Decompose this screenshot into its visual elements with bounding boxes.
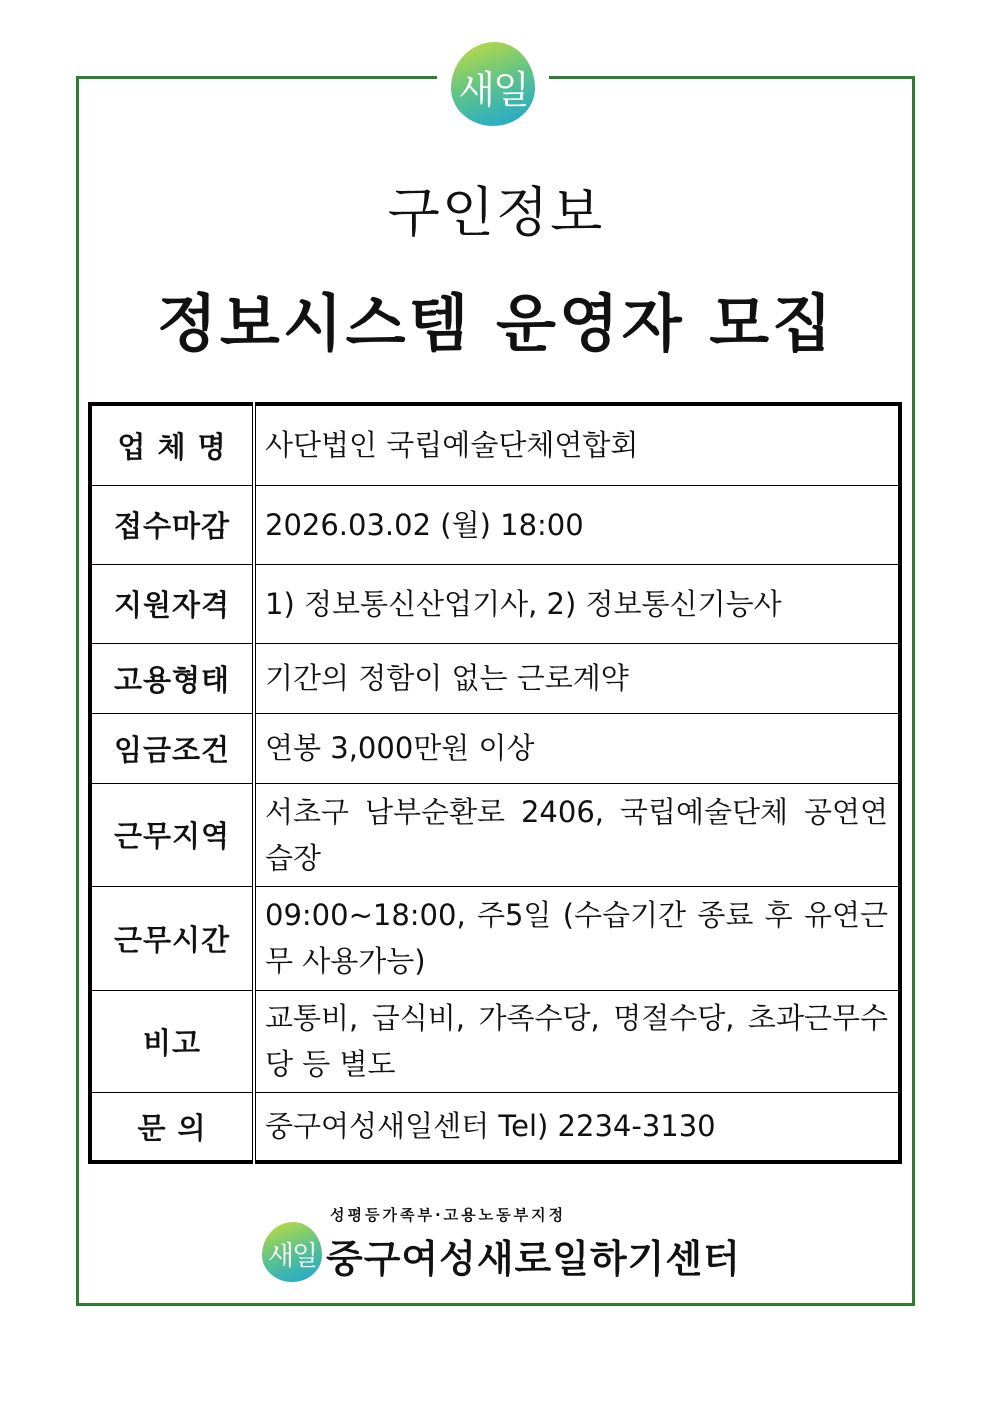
page-title: 정보시스템 운영자 모집 <box>156 287 836 360</box>
footer <box>0 1204 992 1284</box>
row-value: 09:00~18:00, 주5일 (수습기간 종료 후 유연근무 사용가능) <box>254 886 900 990</box>
row-deadline <box>90 485 900 564</box>
header-logo <box>437 38 549 130</box>
row-label: 근무시간 <box>90 886 254 990</box>
row-qualification <box>90 564 900 643</box>
row-value: 연봉 3,000만원 이상 <box>254 713 900 783</box>
footer-center-name: 중구여성새로일하기센터 <box>326 1237 741 1281</box>
row-value: 사단법인 국립예술단체연합회 <box>254 404 900 485</box>
row-label: 접수마감 <box>90 485 254 564</box>
row-value: 중구여성새일센터 Tel) 2234-3130 <box>254 1092 900 1162</box>
row-value: 1) 정보통신산업기사, 2) 정보통신기능사 <box>254 564 900 643</box>
row-value: 교통비, 급식비, 가족수당, 명절수당, 초과근무수당 등 별도 <box>254 990 900 1092</box>
footer-designation: 성평등가족부·고용노동부지정 <box>330 1206 567 1224</box>
row-label: 업 체 명 <box>90 404 254 485</box>
footer-logo-text: 새일 <box>267 1241 317 1272</box>
saeil-logo-icon <box>451 42 535 126</box>
footer-saeil-logo-icon <box>262 1222 322 1282</box>
row-notes <box>90 990 900 1092</box>
row-value: 기간의 정함이 없는 근로계약 <box>254 643 900 713</box>
row-work-hours <box>90 886 900 990</box>
page-subtitle: 구인정보 <box>387 181 605 244</box>
row-label: 비고 <box>90 990 254 1092</box>
row-salary <box>90 713 900 783</box>
job-info-table <box>88 402 902 1164</box>
row-employment-type <box>90 643 900 713</box>
row-work-location <box>90 783 900 886</box>
logo-text: 새일 <box>458 68 528 112</box>
row-contact <box>90 1092 900 1162</box>
row-label: 지원자격 <box>90 564 254 643</box>
row-label: 문 의 <box>90 1092 254 1162</box>
row-company <box>90 404 900 485</box>
row-label: 임금조건 <box>90 713 254 783</box>
row-label: 고용형태 <box>90 643 254 713</box>
row-value: 서초구 남부순환로 2406, 국립예술단체 공연연습장 <box>254 783 900 886</box>
row-value: 2026.03.02 (월) 18:00 <box>254 485 900 564</box>
row-label: 근무지역 <box>90 783 254 886</box>
